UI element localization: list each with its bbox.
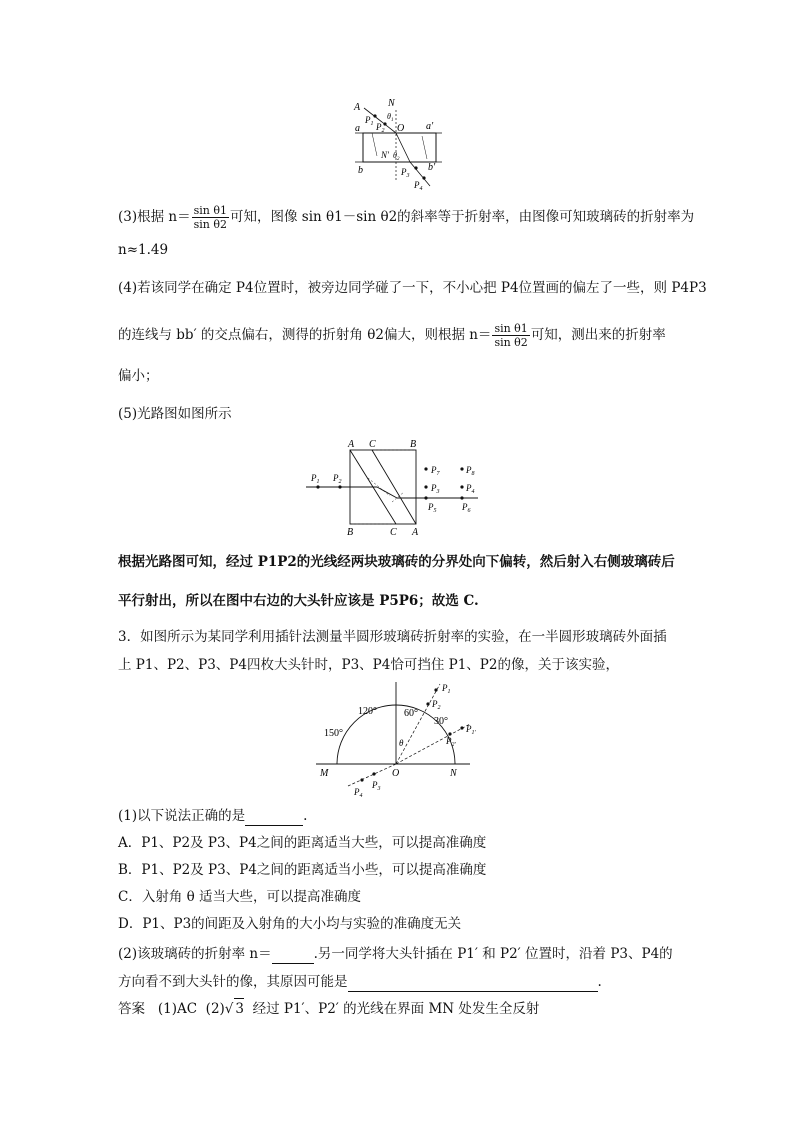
label-60: 60° — [404, 708, 418, 719]
label-P4: $P_4$ — [466, 483, 475, 495]
subquestion-1-text: (1)以下说法正确的是 — [118, 808, 246, 824]
pin-p1-prime — [460, 726, 463, 729]
pin-p3 — [372, 772, 375, 775]
explanation-line1: 根据光路图可知，经过 P1P2的光线经两块玻璃砖的分界处向下偏转，然后射入右侧玻璃砖后 — [118, 554, 675, 570]
refraction-fraction — [492, 322, 529, 349]
glass-block-svg — [350, 96, 450, 192]
label-A-top: A — [348, 439, 355, 450]
frac-num: sin θ1 — [494, 322, 528, 335]
subquestion-2-line2 — [118, 971, 602, 992]
semicircle-glass-diagram — [310, 676, 480, 800]
label-P3: $P_3$ — [372, 780, 381, 792]
frac-den: sin θ2 — [193, 218, 227, 231]
label-B-top: B — [410, 439, 417, 450]
subquestion-2-post: .另一同学将大头针插在 P1′ 和 P2′ 位置时，沿着 P3、P4的 — [313, 946, 673, 962]
label-theta1: $\theta_1$ — [387, 112, 394, 123]
label-120: 120° — [358, 706, 377, 717]
hatch — [422, 136, 427, 159]
label-150: 150° — [324, 728, 343, 739]
label-P8: $P_8$ — [466, 465, 475, 477]
question-3-line2: 上 P1、P2、P3、P4四枚大头针时，P3、P4恰可挡住 P1、P2的像，关于该实验， — [118, 657, 619, 673]
paragraph-3-line2: n≈1.49 — [118, 242, 169, 258]
pin-p4 — [422, 176, 425, 179]
label-b: b — [358, 165, 363, 176]
label-P1: $P_1$ — [311, 473, 320, 485]
option-A: A．P1、P2及 P3、P4之间的距离适当大些，可以提高准确度 — [118, 835, 487, 851]
pin-p2 — [426, 702, 429, 705]
label-P4: $P_4$ — [414, 180, 423, 192]
label-N-prime: N′ — [381, 150, 389, 160]
para4-pre: 的连线与 bb′ 的交点偏右，测得的折射角 θ2偏大，则根据 n＝ — [118, 327, 492, 343]
refraction-fraction — [192, 204, 229, 231]
subquestion-2-pre: (2)该玻璃砖的折射率 n＝ — [118, 946, 272, 962]
pin-p4 — [360, 778, 363, 781]
label-N: N — [450, 768, 457, 779]
pin-p2 — [383, 122, 386, 125]
paragraph-5: (5)光路图如图所示 — [118, 406, 232, 422]
paragraph-4-line1: (4)若该同学在确定 P4位置时，被旁边同学碰了一下，不小心把 P4位置画的偏左了一些，则 P4P3 — [118, 280, 707, 296]
explanation-line2: 平行射出，所以在图中右边的大头针应该是 P5P6；故选 C. — [118, 593, 479, 609]
label-P3: $P_3$ — [401, 167, 410, 179]
label-theta: θ — [399, 738, 404, 748]
label-P3: $P_3$ — [431, 483, 440, 495]
paragraph-4-line2 — [118, 322, 666, 349]
answer-blank-2 — [272, 943, 314, 964]
sqrt-value: 3 — [234, 998, 244, 1019]
pin-p1 — [316, 485, 319, 488]
hatch — [372, 133, 377, 156]
glass-block — [363, 133, 436, 162]
subquestion-2-end: . — [597, 974, 602, 990]
pin-p5 — [424, 496, 427, 499]
label-P2: $P_2$ — [432, 699, 441, 711]
deflected-ray — [377, 487, 397, 498]
label-P2: $P_2$ — [376, 122, 385, 134]
label-A: A — [354, 102, 361, 113]
option-D: D．P1、P3的间距及入射角的大小均与实验的准确度无关 — [118, 916, 462, 932]
para3-pre: (3)根据 n＝ — [118, 209, 191, 225]
option-C: C．入射角 θ 适当大些，可以提高准确度 — [118, 889, 362, 905]
pin-p3 — [414, 166, 417, 169]
label-O: O — [392, 768, 400, 779]
label-M: M — [320, 768, 329, 779]
label-P2: $P_2$ — [333, 473, 342, 485]
label-N: N — [388, 98, 395, 109]
subquestion-1 — [118, 805, 307, 826]
label-a: a — [355, 123, 360, 134]
label-P5: $P_5$ — [428, 502, 437, 514]
label-30: 30° — [434, 716, 448, 727]
option-B: B．P1、P2及 P3、P4之间的距离适当小些，可以提高准确度 — [118, 862, 487, 878]
exit-ray — [410, 162, 430, 186]
pin-p3 — [424, 485, 427, 488]
label-O: O — [397, 123, 405, 134]
glass-block-diagram — [350, 96, 450, 192]
label-P1: $P_1$ — [442, 683, 451, 695]
diagonal-CA — [372, 450, 416, 524]
prism-light-path-diagram — [300, 436, 490, 540]
label-A-bottom: A — [412, 527, 419, 538]
semicircle-svg — [310, 676, 480, 800]
answer-part1: (1)AC — [157, 1001, 198, 1017]
label-theta2: $\theta_2$ — [393, 151, 400, 162]
label-b-prime: b′ — [428, 162, 436, 173]
label-C-top: C — [369, 439, 376, 450]
subquestion-2-line2-text: 方向看不到大头针的像，其原因可能是 — [118, 974, 348, 990]
label-P1: $P_1$ — [365, 115, 374, 127]
answer-line — [118, 998, 539, 1019]
sqrt-sign: √ — [224, 1001, 234, 1017]
prism-svg — [300, 436, 490, 540]
answer-part2-post: 经过 P1′、P2′ 的光线在界面 MN 处发生全反射 — [252, 1001, 540, 1017]
answer-blank-3 — [348, 971, 598, 992]
pin-p4 — [460, 485, 463, 488]
subquestion-1-end: . — [303, 808, 308, 824]
para3-post: 可知，图像 sin θ1－sin θ2的斜率等于折射率，由图像可知玻璃砖的折射率为 — [229, 209, 695, 225]
question-3-line1: 3．如图所示为某同学利用插针法测量半圆形玻璃砖折射率的实验，在一半圆形玻璃砖外面插 — [118, 629, 667, 645]
answer-blank-1 — [245, 805, 303, 826]
pin-p2 — [338, 485, 341, 488]
label-P7: $P_7$ — [431, 465, 440, 477]
label-P4: $P_4$ — [354, 787, 363, 799]
para4-post: 可知，测出来的折射率 — [530, 327, 666, 343]
label-P6: $P_6$ — [462, 502, 471, 514]
pin-p7 — [424, 467, 427, 470]
frac-den: sin θ2 — [494, 336, 528, 349]
label-a-prime: a′ — [426, 121, 434, 132]
pin-p1 — [373, 114, 376, 117]
label-B-bottom: B — [347, 527, 354, 538]
paragraph-4-line3: 偏小； — [118, 368, 159, 384]
label-P1-prime: $P_{1'}$ — [466, 724, 476, 736]
pin-p8 — [460, 467, 463, 470]
frac-num: sin θ1 — [193, 204, 227, 217]
subquestion-2-line1 — [118, 943, 673, 964]
paragraph-3-line1 — [118, 204, 694, 231]
label-P2-prime: $P_{2'}$ — [446, 736, 456, 748]
label-C-bottom: C — [390, 527, 397, 538]
pin-p1 — [434, 688, 437, 691]
answer-part2-pre: (2) — [205, 1001, 225, 1017]
answer-label: 答案 — [118, 1001, 145, 1017]
pin-p6 — [460, 496, 463, 499]
